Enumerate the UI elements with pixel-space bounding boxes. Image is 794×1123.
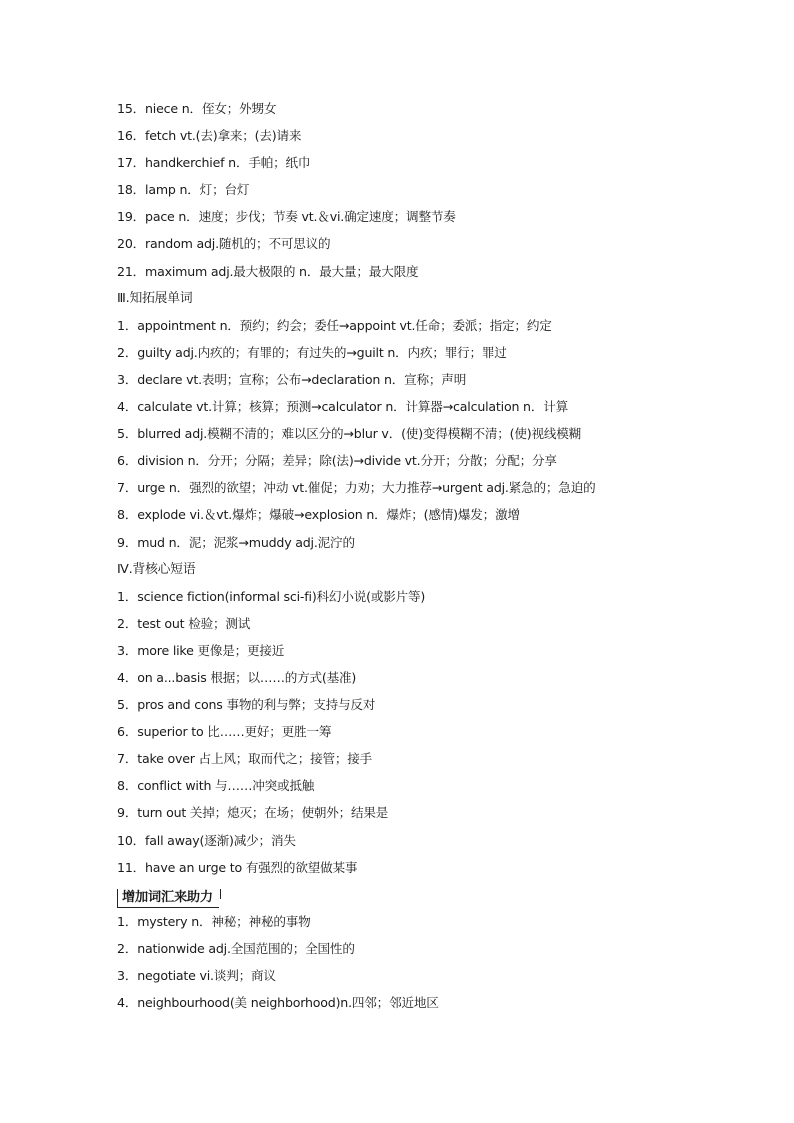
list-item: 5．pros and cons 事物的利与弊；支持与反对	[117, 697, 376, 713]
list-item: 15．niece n．侄女；外甥女	[117, 101, 277, 116]
list-item: 7．urge n．强烈的欲望；冲动 vt.催促；力劝；大力推荐→urgent adj.紧急的；急迫的	[117, 480, 596, 496]
list-item: 1．science fiction(informal sci-fi)科幻小说(或影片等)	[117, 588, 426, 604]
list-item: 6．superior to 比……更好；更胜一筹	[117, 724, 332, 740]
list-item: 17．handkerchief n．手帕；纸巾	[117, 155, 311, 171]
list-item: 2．guilty adj.内疚的；有罪的；有过失的→guilt n．内疚；罪行；罪过	[117, 344, 507, 360]
list-item: 9．mud n．泥；泥浆→muddy adj.泥泞的	[117, 534, 355, 550]
list-item: 1．mystery n．神秘；神秘的事物	[117, 913, 311, 929]
list-item: 18．lamp n．灯；台灯	[117, 182, 250, 198]
vocabulary-list	[117, 95, 737, 1016]
list-item: 3．more like 更像是；更接近	[117, 642, 285, 658]
list-item: 4．calculate vt.计算；核算；预测→calculator n．计算器→calculation n．计算	[117, 399, 569, 415]
list-item: 20．random adj.随机的；不可思议的	[117, 236, 331, 252]
list-item: 2．nationwide adj.全国范围的；全国性的	[117, 940, 355, 956]
section-heading: Ⅲ.知拓展单词	[117, 290, 193, 306]
list-item: 4．neighbourhood(美 neighborhood)n.四邻；邻近地区	[117, 995, 439, 1011]
section-heading-boxed: 增加词汇来助力	[117, 881, 737, 908]
list-item: 8．explode vi.＆vt.爆炸；爆破→explosion n．爆炸；(感情)爆发；激增	[117, 507, 520, 523]
section-heading: Ⅳ.背核心短语	[117, 561, 196, 577]
list-item: 5．blurred adj.模糊不清的；难以区分的→blur v．(使)变得模糊不清；(使)视线模糊	[117, 426, 582, 442]
list-item: 4．on a...basis 根据；以……的方式(基准)	[117, 669, 357, 685]
list-item: 2．test out 检验；测试	[117, 615, 251, 631]
list-item: 19．pace n．速度；步伐；节奏 vt.＆vi.确定速度；调整节奏	[117, 209, 456, 225]
list-item: 8．conflict with 与……冲突或抵触	[117, 778, 315, 794]
list-item: 16．fetch vt.(去)拿来；(去)请来	[117, 128, 302, 144]
list-item: 3．negotiate vi.谈判；商议	[117, 968, 276, 983]
list-item: 21．maximum adj.最大极限的 n．最大量；最大限度	[117, 263, 419, 279]
list-item: 7．take over 占上风；取而代之；接管；接手	[117, 751, 373, 767]
list-item: 3．declare vt.表明；宣称；公布→declaration n．宣称；声明	[117, 371, 467, 387]
list-item: 9．turn out 关掉；熄灭；在场；使朝外；结果是	[117, 805, 389, 821]
list-item: 6．division n．分开；分隔；差异；除(法)→divide vt.分开；分散；分配；分享	[117, 453, 557, 469]
list-item: 10．fall away(逐渐)减少；消失	[117, 832, 296, 848]
list-item: 11．have an urge to 有强烈的欲望做某事	[117, 859, 358, 875]
list-item: 1．appointment n．预约；约会；委任→appoint vt.任命；委派；指定；约定	[117, 317, 552, 333]
